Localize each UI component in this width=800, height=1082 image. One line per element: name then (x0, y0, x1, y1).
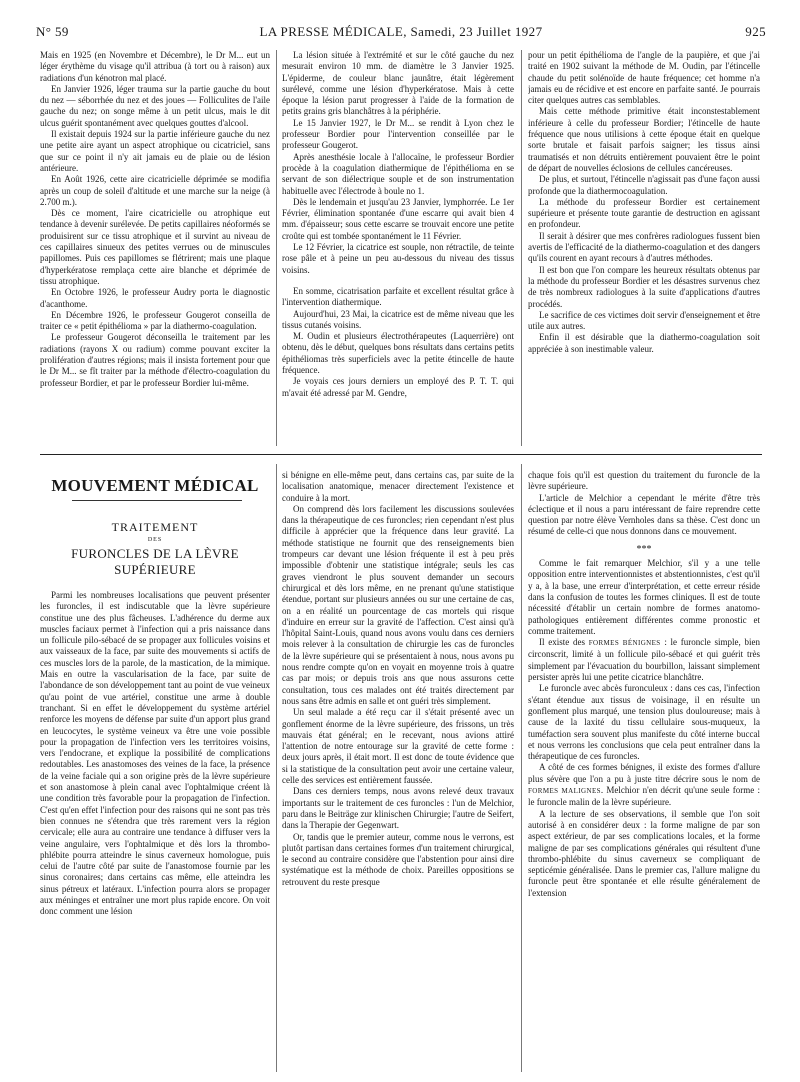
paragraph: Il serait à désirer que mes confrères radiologues fussent bien avertis de l'efficacité de la diathermo-coagulation et des dangers qu'ils courent en ayant recours à d'autres méthodes. (528, 230, 760, 264)
paragraph: L'article de Melchior a cependant le mérite d'être très éclectique et il nous a paru intéressant de faire reprendre cette question par notre élève Vernholes dans sa thèse. C'est donc un résumé de celle-ci que nous donnons dans ce mouvement. (528, 492, 760, 537)
text-run: : le furoncle simple, bien circonscrit, limité à un follicule pilo-sébacé et qui guérit très simplement par l'évacuation du bourbillon, laissant simplement persister après lui une petite cicatrice blanchâtre. (528, 637, 760, 683)
column-divider (276, 50, 277, 446)
paragraph: En Octobre 1926, le professeur Audry porta le diagnostic d'acanthome. (40, 287, 270, 309)
paragraph: En Décembre 1926, le professeur Gougerot conseilla de traiter ce « petit épithélioma » par la diathermo-coagulation. (40, 309, 270, 332)
paragraph: La méthode du professeur Bordier est certainement supérieure et présente toute garantie de destruction en agissant en profondeur. (528, 196, 760, 230)
article-title: FURONCLES DE LA LÈVRE SUPÉRIEURE (71, 546, 239, 577)
paragraph: Le 15 Janvier 1927, le Dr M... se rendit à Lyon chez le professeur Bordier pour l'intervention conseillée par le professeur Gougerot. (282, 117, 514, 151)
bottom-column-1 (40, 590, 270, 1072)
article-des: DES (147, 537, 163, 543)
paragraph: Aujourd'hui, 23 Mai, la cicatrice est de même niveau que les tissus cutanés voisins. (282, 308, 514, 330)
column-divider (276, 464, 277, 1072)
top-column-3 (528, 50, 760, 446)
paragraph: En Août 1926, cette aire cicatricielle déprimée se modifia après un coup de soleil d'altitude et une marche sur la neige (à 2.700 m.). (40, 174, 270, 207)
top-column-2 (282, 50, 514, 446)
paragraph: En somme, cicatrisation parfaite et excellent résultat grâce à l'intervention diathermique. (282, 285, 514, 308)
section-break-stars: *** (636, 543, 652, 555)
paragraph: A la lecture de ses observations, il semble que l'on soit autorisé à en considérer deux : la forme maligne de par son aspect extérieur, de par ses complications locales, et la forme maligne de par ses complications générales qui résultent d'une thrombo-phlébite du sinus caverneux se compliquant de septicémie généralisée. Dans le premier cas, l'allure maligne du furoncle peut être spontanée et elle résulte généralement de l'extension (528, 808, 760, 898)
paragraph: Enfin il est désirable que la diathermo-coagulation soit appréciée à son inestimable valeur. (528, 332, 760, 354)
paragraph: La lésion située à l'extrémité et sur le côté gauche du nez mesurait environ 10 mm. de diamètre le 3 Janvier 1925. L'épiderme, de couleur blanc jaunâtre, était légèrement surélevé, comme une lésion d'hyperkératose. Mais à cette époque la lésion parut progresser à l'aide de la formation de petits grains gris blanchâtres à la périphérie. (282, 50, 514, 117)
paragraph: M. Oudin et plusieurs électrothérapeutes (Laquerrière) ont obtenu, dès le début, quelques bons résultats dans certains petits épithéliomas très superficiels avec la petite étincelle de haute fréquence. (282, 331, 514, 376)
column-divider (521, 50, 522, 446)
title-underline (72, 500, 242, 501)
paragraph: Dès le lendemain et jusqu'au 23 Janvier, lymphorrée. Le 1er Février, élimination spontanée d'une escarre qui avait bien 4 mm. d'épaisseur; sous cette escarre se trouvait encore une petite croûte qui est tombée spontanément le 11 Février. (282, 196, 514, 241)
journal-title: LA PRESSE MÉDICALE, Samedi, 23 Juillet 1927 (259, 24, 543, 39)
paragraph: Parmi les nombreuses localisations que peuvent présenter les furoncles, il est indiscutable que la lèvre supérieure constitue une des plus fâcheuses. L'adhérence du derme aux muscles faciaux permet à l'infection qui a pris naissance dans un follicule pilo-sébacé de se propager aux follicules voisins et aux vaisseaux de la face, par suite des mouvements si actifs de ces muscles lors de la parole, de la mastication, de la mimique. Mais en outre la vascularisation de la face, par suite de l'abondance de son développement tant au point de vue veineux qu'au point de vue artériel, constitue une arme à double tranchant. Si en effet le développement du système artériel renforce les moyens de défense par suite d'un apport plus grand en leucocytes, le système veineux va être une voie possible pour la propagation de l'infection vers les territoires voisins, vers l'endocrane, et explique la possibilité de complications redoutables. Les anastomoses des veines de la face, la présence de la veine faciale qui a son origine près de la lèvre supérieure et son anastomose à plein canal avec l'ophtalmique créent là une condition très favorable pour la propagation de l'infection. C'est qu'en effet l'infection pour des raisons qui ne sont pas très bien connues ne s'étendra que très rarement vers la région cervicale; elle aura au contraire une tendance à diffuser vers la veine angulaire, vers l'ophtalmique et dès lors la thrombo-phlébite pourra atteindre le sinus caverneux homologue, puis celui de l'autre côté par suite de l'anastomose fournie par les sinus coronaires; dans certains cas même, elle atteindra les sinus pétreux et latéraux. L'infection pourra alors se propager aux méninges et entraîner une mort plus rapide encore. On voit donc comment une lésion (40, 590, 270, 917)
bottom-column-2 (282, 470, 514, 1072)
paragraph: Le furoncle avec abcès furonculeux : dans ces cas, l'infection s'étant étendue aux tissus de voisinage, il en résulte un gonflement plus marqué, une tension plus douloureuse; mais à cause de la laxité du tissu cellulaire sous-muqueux, la tuméfaction sera souvent plus manifeste du côté interne buccal et nous verrons les conclusions que cela peut entraîner dans la thérapeutique de ces furoncles. (528, 683, 760, 762)
paragraph (528, 762, 760, 808)
article-kicker: TRAITEMENT (111, 520, 199, 534)
paragraph: Or, tandis que le premier auteur, comme nous le verrons, est plutôt partisan dans certaines formes d'un traitement chirurgical, le second au contraire considère que l'abstention pour ainsi dire systématique est la méthode de choix. Pareilles oppositions se retrouvent du reste presque (282, 831, 514, 887)
section-title: MOUVEMENT MÉDICAL (51, 476, 259, 495)
section-divider (40, 454, 762, 455)
paragraph: En Janvier 1926, léger trauma sur la partie gauche du bout du nez — séborrhée du nez et des joues — Folliculites de l'aile gauche du nez; on songe même à un petit ulcus, mais le dit ulcus guérit spontanément avec quelques gouttes d'alcool. (40, 83, 270, 128)
paragraph: Dès ce moment, l'aire cicatricielle ou atrophique eut tendance à devenir surélevée. De petits capillaires néoformés se produisirent sur ce tissu atrophique et il survint au niveau de ces capillaires sinueux des petites verrues ou de minuscules papillomes. Puis ces papillomes se flétrirent; mais une plaque d'hyperkératose remplaça cette aire blanche et déprimée de tissu atrophique. (40, 208, 270, 286)
paragraph: Le sacrifice de ces victimes doit servir d'enseignement et être utile aux autres. (528, 309, 760, 332)
small-caps-term: FORMES MALIGNES (528, 787, 601, 796)
paragraph: Je voyais ces jours derniers un employé des P. T. T. qui m'avait été adressé par M. Gendre, (282, 376, 514, 398)
paragraph: Le professeur Gougerot déconseilla le traitement par les radiations (rayons X ou radium) comme pouvant exciter la prolifération d'autres régions; mais il insista fortement pour que le Dr M... se fît traiter par la méthode d'électro-coagulation du professeur Bordier, et par le professeur Bordier lui-même. (40, 332, 270, 388)
paragraph: De plus, et surtout, l'étincelle n'agissait pas d'une façon aussi profonde que la diathermocoagulation. (528, 174, 760, 196)
issue-number: N° 59 (36, 24, 69, 39)
paragraph: chaque fois qu'il est question du traitement du furoncle de la lèvre supérieure. (528, 470, 760, 492)
page-number: 925 (745, 24, 766, 39)
paragraph: Un seul malade a été reçu car il s'était présenté avec un gonflement énorme de la lèvre supérieure, des frissons, un très mauvais état général; en le recevant, nous avions attiré l'attention de notre entourage sur la gravité de cette forme : deux jours après, il était mort. Il est donc de toute évidence que si la statistique de la consultation peut avoir une certaine valeur, celle des services est entièrement faussée. (282, 707, 514, 786)
paragraph: Dans ces derniers temps, nous avons relevé deux travaux importants sur le traitement de ces furoncles : l'un de Melchior, paru dans le Beiträge zur klinischen Chirurgie; l'autre de Seifert, dans la Therapie der Gegenwart. (282, 786, 514, 831)
small-caps-term: FORMES BÉNIGNES (588, 639, 661, 648)
paragraph: si bénigne en elle-même peut, dans certains cas, par suite de la localisation anatomique, menacer directement l'existence et conduire à la mort. (282, 470, 514, 503)
text-run: . Melchior n'en décrit qu'une seule forme : le furoncle malin de la lèvre supérieure. (528, 785, 760, 808)
paragraph: Mais en 1925 (en Novembre et Décembre), le Dr M... eut un léger érythème du visage qu'il attribua (à tort ou à raison) aux radiations d'un kénotron mal placé. (40, 50, 270, 83)
top-column-1 (40, 50, 270, 446)
text-run: Il existe des (539, 637, 585, 648)
page-header (36, 24, 766, 42)
paragraph: Mais cette méthode primitive était inconstestablement inférieure à celle du professeur Bordier; l'étincelle de haute fréquence que nous utilisions à cette époque était en quelque sorte brutale et faisait parfois saigner; les tissus ainsi traumatisés et non détruits entièrement pouvaient être le point de départ de nouvelles éclosions de cellules cancéreuses. (528, 106, 760, 173)
bottom-column-3 (528, 470, 760, 1072)
paragraph: Le 12 Février, la cicatrice est souple, non rétractile, de teinte rose pâle et à peine un peu au-dessous du niveau des tissus voisins. (282, 242, 514, 275)
paragraph: Après anesthésie locale à l'allocaïne, le professeur Bordier procède à la coagulation diathermique de l'épithélioma en se servant de son diélectrique souple et de son instrumentation habituelle avec l'électrode à boule no 1. (282, 151, 514, 196)
paragraph: Il est bon que l'on compare les heureux résultats obtenus par la méthode du professeur Bordier et les désastres survenus chez de très nombreux radiologues à la suite d'applications d'autres procédés. (528, 264, 760, 309)
column-divider (521, 464, 522, 1072)
paragraph: On comprend dès lors facilement les discussions soulevées dans la thérapeutique de ces furoncles; rien cependant n'est plus difficile à apprécier que la fréquence dans leur gravité. La méthode statistique ne fournit que des renseignements bien trompeurs car devant une lésion fréquente il est à peu près impossible d'obtenir une statistique intégrale; seuls les cas graves viendront le plus souvent demander un secours chirurgical et dès lors même, en ne prenant qu'une statistique étendue, portant sur plusieurs années ou sur une certaine de cas, on a en réalité un pourcentage de cas mortels qui risque d'induire en erreur sur la gravité de l'affection. C'est ainsi qu'à l'hôpital Saint-Louis, quand nous avons voulu dans ces derniers mois relever à la consultation de chirurgie les cas de furoncles de la lèvre supérieure qui se présentaient à nous, nous avons pu nous rendre compte qu'on en voyait en moyenne trois à quatre cas par mois; or depuis trois ans que nous assurons cette consultation, tous ces malades ont été traités directement par nous sans être admis en salle et ont guéri très simplement. (282, 503, 514, 706)
paragraph (528, 637, 760, 683)
text-run: A côté de ces formes bénignes, il existe des formes d'allure plus sévère que l'on a pu à juste titre décrire sous le nom de (528, 762, 760, 784)
paragraph: pour un petit épithélioma de l'angle de la paupière, et que j'ai traité en 1902 suivant la méthode de M. Oudin, par l'étincelle chaude du petit solénoïde de haute fréquence; cet homme n'a jamais eu de récidive et est encore en parfaite santé. Je pourrais citer quelques autres cas semblables. (528, 50, 760, 106)
paragraph: Il existait depuis 1924 sur la partie inférieure gauche du nez une petite aire ayant un aspect atrophique ou cicatriciel, sans que sur ce point il n'y ait jamais eu de plaie ou de lésion antérieure. (40, 129, 270, 173)
paragraph: Comme le fait remarquer Melchior, s'il y a une telle opposition entre interventionnistes et abstentionnistes, c'est qu'il y a, à la base, une erreur d'interprétation, et cette erreur réside dans la confusion de toutes les formes cliniques. Il est de toute nécessité d'établir un certain nombre de formes anatomo-pathologiques entièrement différentes comme pronostic et comme traitement. (528, 558, 760, 636)
